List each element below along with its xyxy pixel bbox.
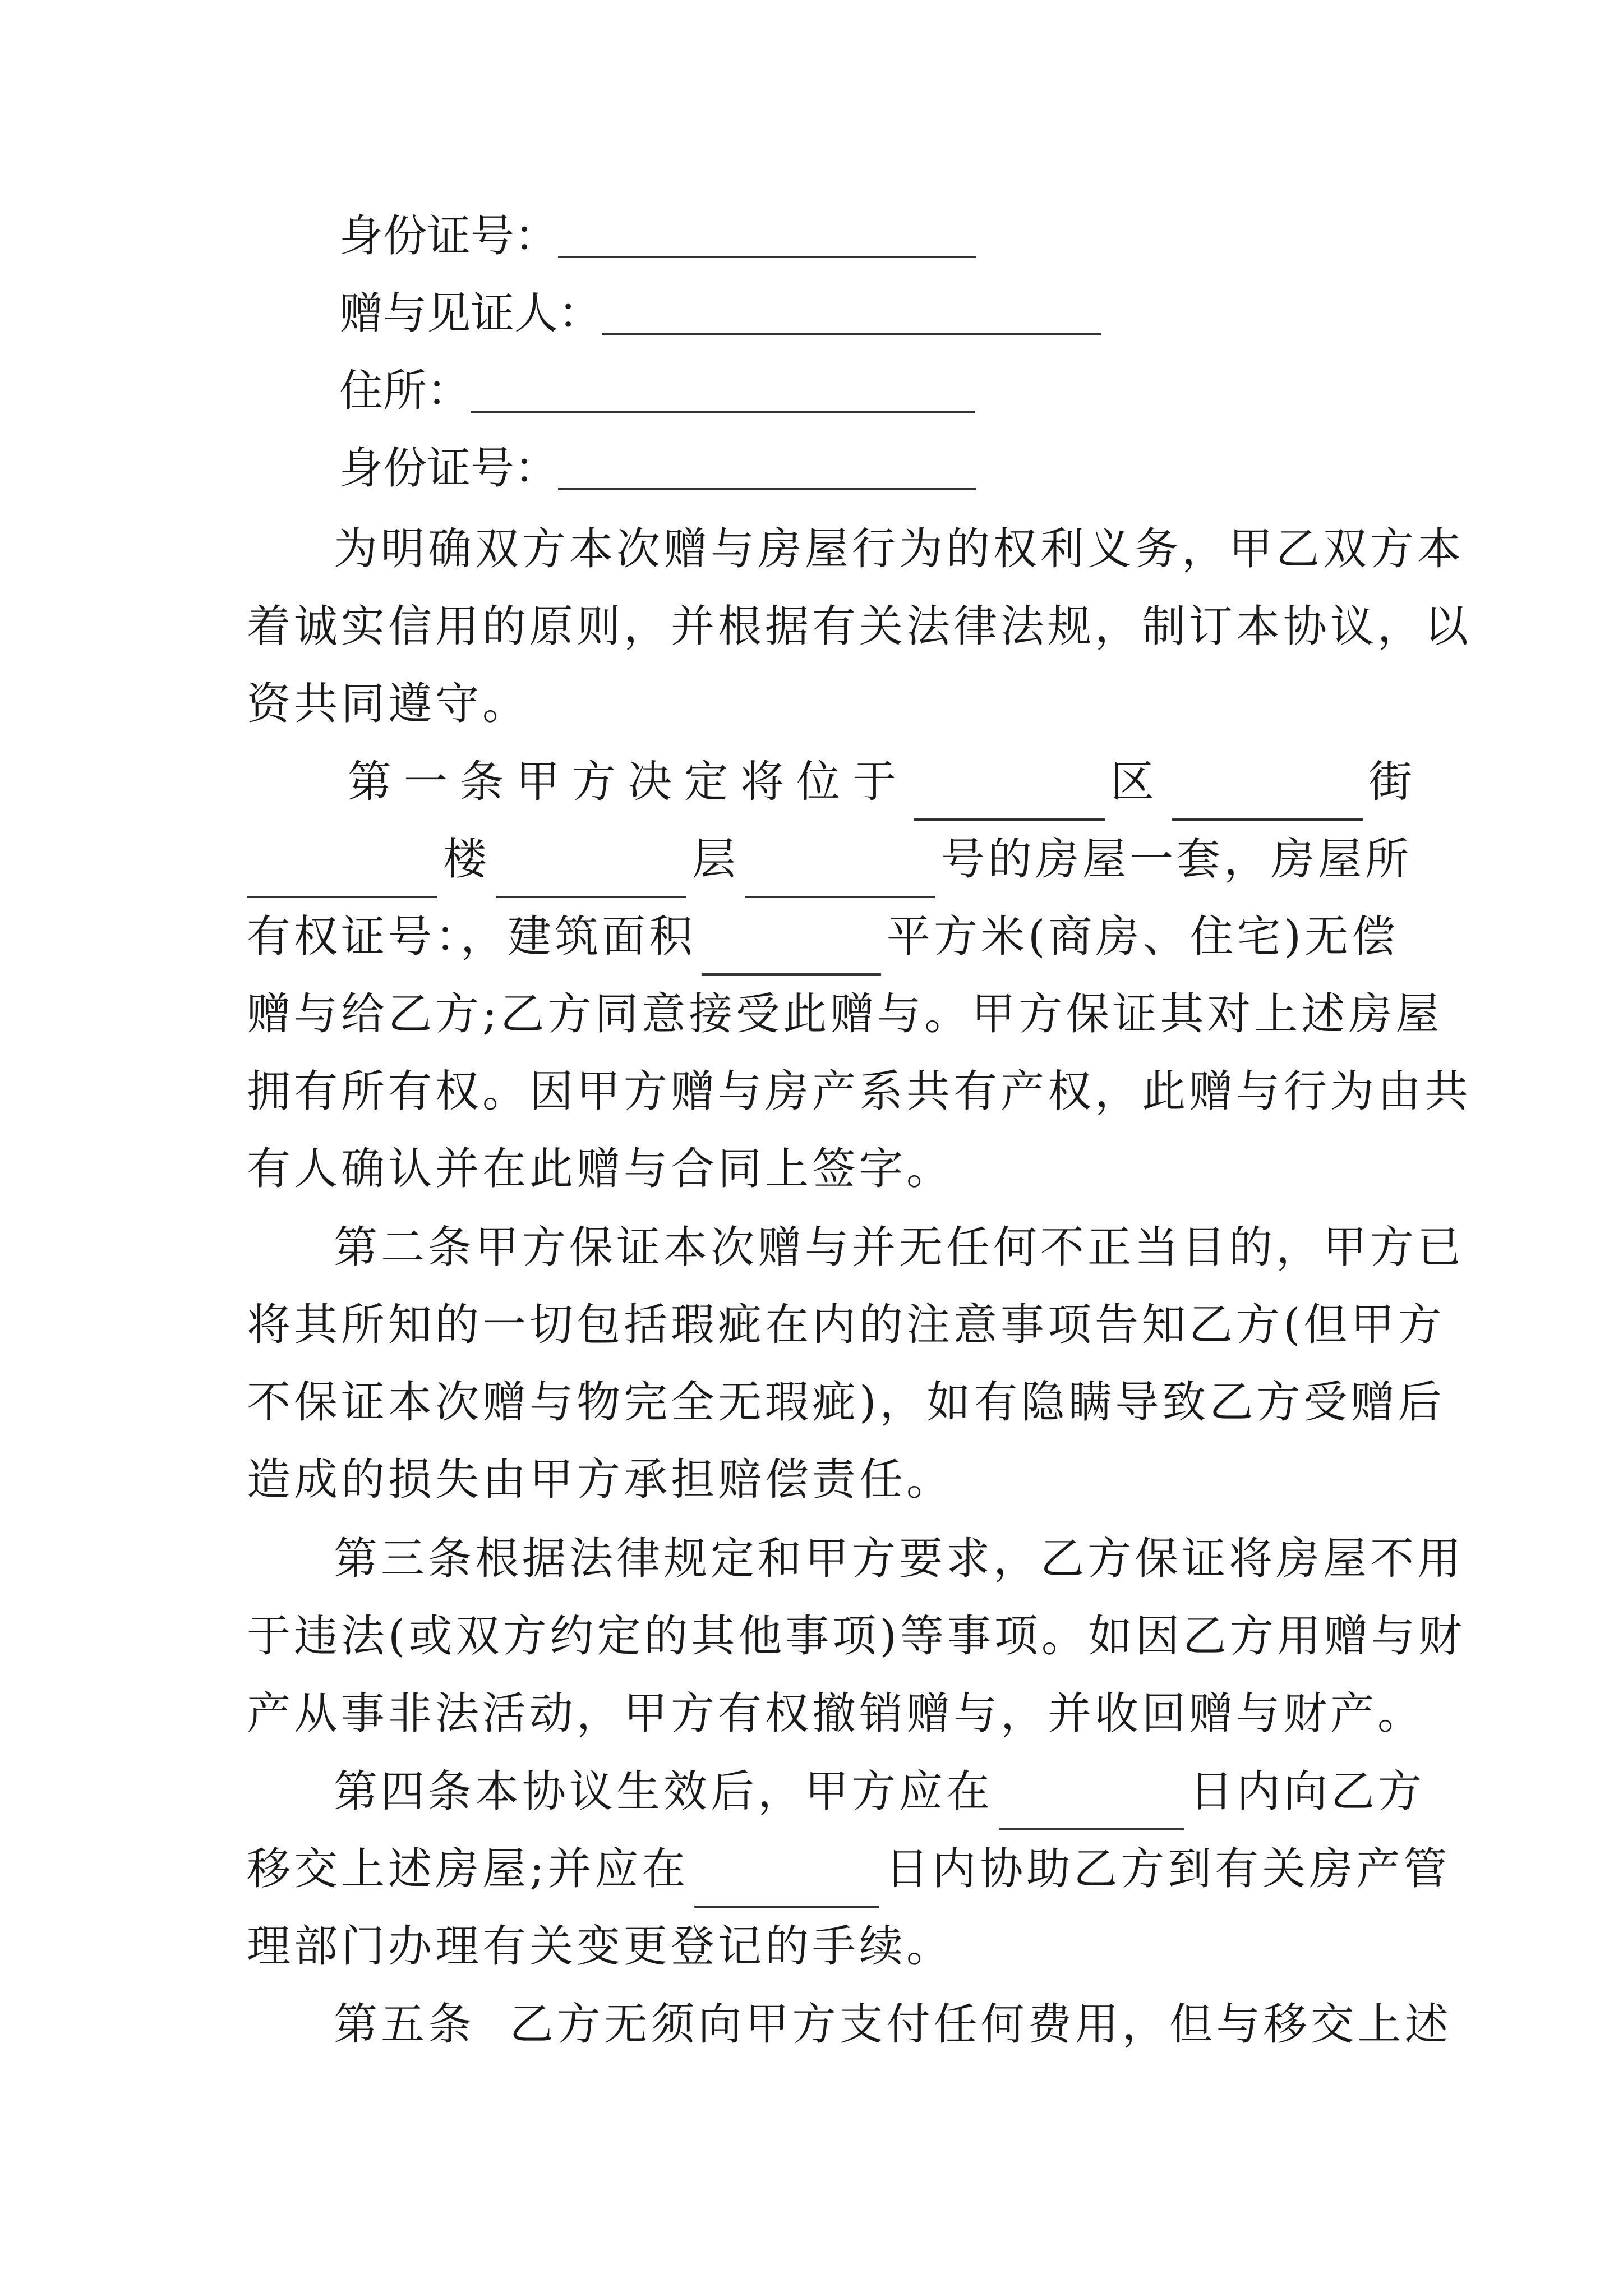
street-blank[interactable] (1172, 785, 1363, 821)
text-line: 赠与给乙方;乙方同意接受此赠与。甲方保证其对上述房屋 (247, 989, 1443, 1039)
district-blank[interactable] (914, 785, 1105, 821)
handover-days-blank[interactable] (999, 1795, 1184, 1830)
field-label: 赠与见证人： (339, 288, 602, 339)
text-line: 着诚实信用的原则，并根据有关法律法规，制订本协议，以 (247, 601, 1472, 652)
text-line: 第四条本协议生效后，甲方应在 日内向乙方 (247, 1753, 1391, 1830)
text-line: 产从事非法活动，甲方有权撤销赠与，并收回赠与财产。 (247, 1688, 1425, 1739)
address-field (339, 357, 975, 416)
text-line: 不保证本次赠与物完全无瑕疵)，如有隐瞒导致乙方受赠后 (247, 1377, 1445, 1428)
article-5 (247, 1986, 1452, 2063)
text-line: 第三条根据法律规定和甲方要求，乙方保证将房屋不用 (334, 1534, 1465, 1584)
witness-blank[interactable] (602, 294, 1101, 335)
text-line: 第五条 乙方无须向甲方支付任何费用，但与移交上述 (334, 1999, 1452, 2050)
text-line: 第一条甲方决定将位于 区 街 (247, 743, 1391, 821)
text-line: 为明确双方本次赠与房屋行为的权利义务，甲乙双方本 (334, 524, 1465, 574)
text-line: 第二条甲方保证本次赠与并无任何不正当目的，甲方已 (334, 1222, 1465, 1273)
text-line: 造成的损失由甲方承担赔偿责任。 (247, 1455, 954, 1505)
id-number-field-1 (339, 202, 976, 261)
text-line: 将其所知的一切包括瑕疵在内的注意事项告知乙方(但甲方 (247, 1300, 1445, 1350)
field-label: 身份证号： (339, 211, 559, 261)
id-number-field-2 (339, 434, 976, 494)
witness-field (339, 279, 1101, 339)
text-line: 拥有所有权。因甲方赠与房产系共有产权，此赠与行为由共 (247, 1066, 1472, 1117)
text-line: 资共同遵守。 (247, 679, 530, 729)
address-blank[interactable] (471, 371, 975, 413)
building-blank[interactable] (247, 862, 437, 898)
id-number-blank[interactable] (558, 449, 976, 490)
article-4 (247, 1753, 1451, 1985)
text-line: 理部门办理有关变更登记的手续。 (247, 1921, 954, 1972)
text-line: 有权证号：，建筑面积 平方米(商房、住宅)无偿 (247, 898, 1391, 976)
article-3 (247, 1520, 1465, 1752)
registration-days-blank[interactable] (694, 1872, 879, 1908)
floor-blank[interactable] (496, 862, 686, 898)
unit-number-blank[interactable] (745, 862, 935, 898)
id-number-blank[interactable] (558, 217, 976, 258)
text-line: 楼 层 号的房屋一套，房屋所 (247, 821, 1391, 898)
intro-paragraph (247, 510, 1472, 743)
text-line: 有人确认并在此赠与合同上签字。 (247, 1144, 954, 1194)
text-line: 于违法(或双方约定的其他事项)等事项。如因乙方用赠与财 (247, 1611, 1465, 1662)
field-label: 身份证号： (339, 443, 559, 494)
article-2 (247, 1209, 1465, 1519)
field-label: 住所： (339, 366, 471, 416)
text-line: 移交上述房屋;并应在 日内协助乙方到有关房产管 (247, 1830, 1391, 1908)
area-blank[interactable] (702, 940, 881, 976)
article-1 (247, 743, 1472, 1208)
